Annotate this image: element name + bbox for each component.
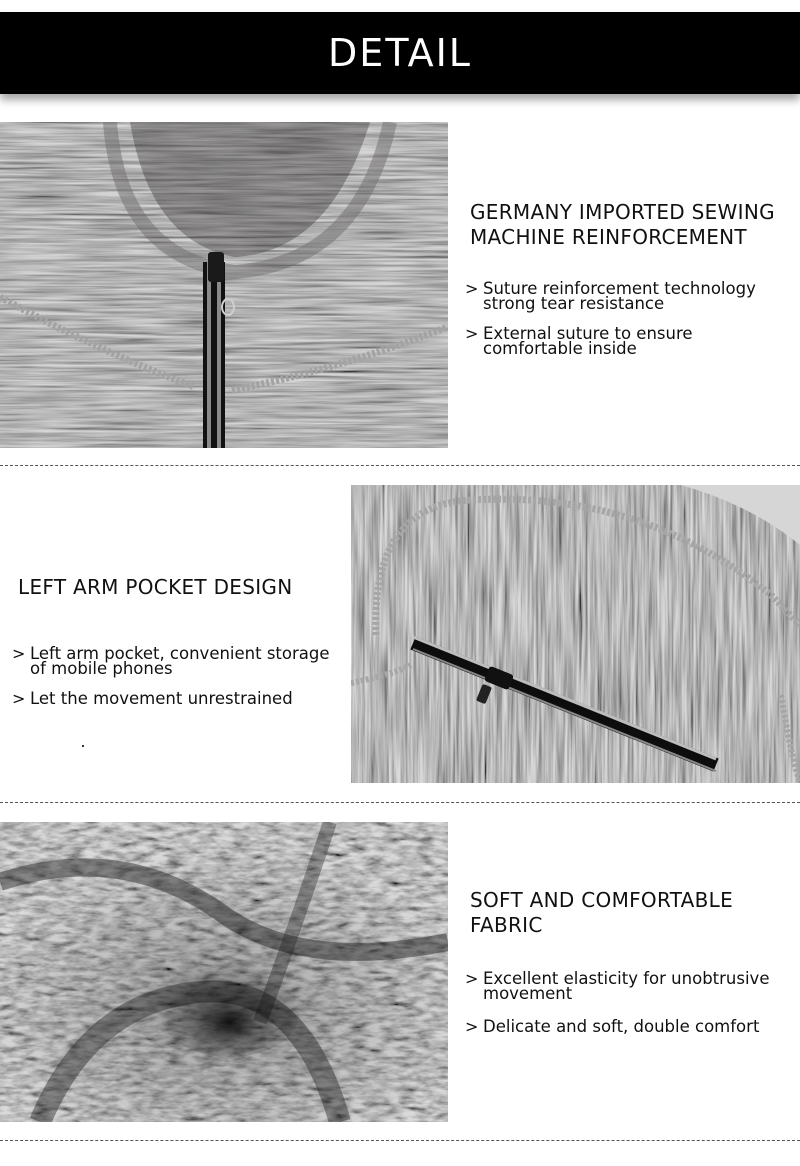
detail-banner bbox=[0, 12, 800, 94]
bullet-text: Excellent elasticity for unobtrusive movement bbox=[483, 969, 770, 1003]
section-divider bbox=[0, 465, 800, 466]
bullet-text: Suture reinforcement technology strong tear resistance bbox=[483, 279, 756, 313]
stray-dot bbox=[82, 745, 84, 747]
arm-pocket-photo bbox=[351, 485, 800, 783]
bullet-marker-icon: > bbox=[12, 689, 26, 708]
bullet-text: Left arm pocket, convenient storage of mobile phones bbox=[30, 644, 330, 678]
bullet-pocket-2 bbox=[12, 691, 293, 706]
section-divider bbox=[0, 802, 800, 803]
bullet-fabric-1 bbox=[465, 971, 769, 1001]
section-divider bbox=[0, 1140, 800, 1141]
collar-zipper-photo bbox=[0, 122, 448, 448]
section-heading-fabric: SOFT AND COMFORTABLE FABRIC bbox=[470, 888, 734, 937]
banner-title: DETAIL bbox=[328, 31, 472, 75]
bullet-marker-icon: > bbox=[465, 1017, 479, 1036]
bullet-marker-icon: > bbox=[465, 969, 479, 988]
bullet-sewing-2 bbox=[465, 326, 693, 356]
bullet-marker-icon: > bbox=[465, 324, 479, 343]
bullet-marker-icon: > bbox=[465, 279, 479, 298]
fabric-closeup-photo bbox=[0, 822, 448, 1122]
bullet-sewing-1 bbox=[465, 281, 756, 311]
bullet-text: Let the movement unrestrained bbox=[30, 689, 293, 708]
bullet-text: External suture to ensure comfortable inside bbox=[483, 324, 693, 358]
section-heading-sewing: GERMANY IMPORTED SEWING MACHINE REINFORCEMENT bbox=[470, 200, 775, 249]
bullet-fabric-2 bbox=[465, 1019, 759, 1034]
bullet-pocket-1 bbox=[12, 646, 330, 676]
bullet-text: Delicate and soft, double comfort bbox=[483, 1017, 760, 1036]
bullet-marker-icon: > bbox=[12, 644, 26, 663]
section-heading-pocket: LEFT ARM POCKET DESIGN bbox=[18, 575, 293, 599]
